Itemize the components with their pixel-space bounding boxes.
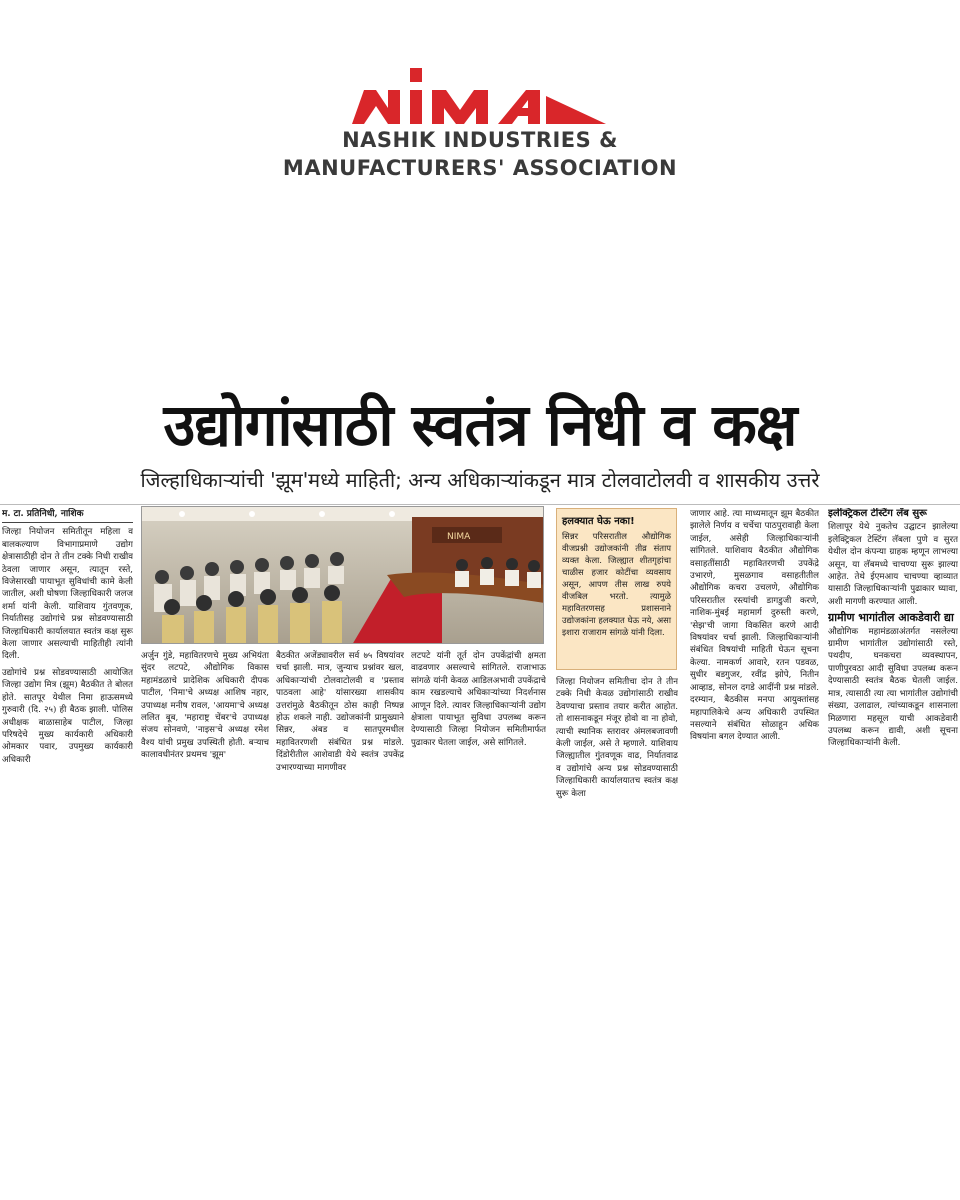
article-column-3 (276, 650, 404, 830)
org-name-line-2: MANUFACTURERS' ASSOCIATION (282, 156, 678, 180)
box-title: हलक्यात घेऊ नका! (562, 516, 635, 527)
nima-logo-mark-icon (350, 62, 610, 126)
column-5-text: जिल्हा नियोजन समितीचा दोन ते तीन टक्के निधी केवळ उद्योगांसाठी राखीव ठेवण्याचा प्रस्ताव तयार करीत आहोत. तो शासनाकडून मंजूर होवो वा ना होवो, त्याची स्थानिक स्तरावर अंमलबजावणी केली जाईल, असे ते म्हणाले. याशिवाय जिल्ह्यातील गुंतवणूक वाढ, निर्यातवाढ व उद्योगांचे अन्य प्रश्न सोडवण्यासाठी जिल्हाधिकारी कार्यालयातच स्वतंत्र कक्ष सुरू केला (556, 677, 678, 799)
highlight-box (556, 508, 677, 670)
byline: म. टा. प्रतिनिधी, नाशिक (2, 508, 133, 523)
column-6-text: जाणार आहे. त्या माध्यमातून झूम बैठकीत झालेले निर्णय व चर्चेचा पाठपुरावाही केला जाईल, असेही जिल्हाधिकाऱ्यांनी सांगितले. याशिवाय बैठकीत औद्योगिक वसाहतींसाठी महावितरणची उपकेंद्रे उभारणे, मुसळगाव वसाहतीतील औद्योगिक कचरा उचलणे, औद्योगिक परिसरातील रस्त्यांची डागडुजी करणे, नाशिक-मुंबई महामार्ग दुरुस्ती करणे, 'सेझ'ची जागा विकसित करणे आदी विषयांवर चर्चा झाली. जिल्हाधिकाऱ्यांनी संबंधित विषयांची माहिती घेऊन सूचना केल्या. नामकर्ण आवारे, रतन पडवळ, सुधीर बडगुजर, रवींद्र झोपे, नितीन आव्हाड, सोनल दगडे आदींनी प्रश्न मांडले. दरम्यान, बैठकीस मनपा आयुक्तांसह महापालिकेचे अन्य अधिकारी उपस्थित नसल्याने संबंधित सोळाहून अधिक विषयांना बगल देण्यात आली. (690, 509, 819, 743)
org-name-line-1: NASHIK INDUSTRIES & (342, 128, 618, 152)
meeting-photo (141, 506, 544, 644)
side-story-1-text: शिलापूर येथे नुकतेच उद्घाटन झालेल्या इलेक्ट्रिकल टेस्टिंग लॅबला पुणे व सुरत येथील दोन कंपन्या ग्राहक म्हणून लाभल्या असून, या लॅबमध्ये चाचण्या सुरू झाल्या आहेत. तेथे ईएमआय चाचण्या व्हाव्यात यासाठी जिल्हाधिकाऱ्यांनी पुढाकार घ्यावा, अशी मागणी करण्यात आली. (828, 522, 958, 607)
column-1-bottom-text: उद्योगांचे प्रश्न सोडवण्यासाठी आयोजित जिल्हा उद्योग मित्र (झूम) बैठकीत ते बोलत होते. सातपूर येथील निमा हाऊसमध्ये गुरुवारी (दि. २५) ही बैठक झाली. पोलिस अधीक्षक बाळासाहेब पाटील, जिल्हा परिषदेचे मुख्य कार्यकारी अधिकारी ओमकार पवार, उपमुख्य कार्यकारी अधिकारी (2, 667, 133, 765)
meeting-photo-image (142, 507, 544, 644)
article-column-6 (690, 508, 819, 830)
subheadline: जिल्हाधिकाऱ्यांची 'झूम'मध्ये माहिती; अन्य अधिकाऱ्यांकडून मात्र टोलवाटोलवी व शासकीय उत्तरे (140, 468, 820, 492)
column-4-text: लटपटे यांनी तूर्त दोन उपकेंद्रांची क्षमता वाढवणार असल्याचे सांगितले. राजाभाऊ सांगळे यांनी केवळ आडिलअभावी उपकेंद्राचे काम रखडल्याचे अधिकाऱ्यांच्या निदर्शनास आणून दिले. त्यावर जिल्हाधिकाऱ्यांनी उद्योग क्षेत्राला पायाभूत सुविधा उपलब्ध करून देण्यासाठी जिल्हा नियोजन समितीमार्फत पुढाकार घेतला जाईल, असे सांगितले. (411, 651, 546, 748)
article-column-1-top (2, 508, 133, 828)
headline: उद्योगांसाठी स्वतंत्र निधी व कक्ष (163, 391, 797, 459)
side-story-2-text: औद्योगिक महामंडळाअंतर्गत नसलेल्या ग्रामीण भागांतील उद्योगांसाठी रस्ते, पथदीप, घनकचरा व्यवस्थापन, पाणीपुरवठा आदी सुविधा उपलब्ध करून देण्यासाठी स्वतंत्र बैठक घेतली जाईल. मात्र, त्यासाठी त्या त्या भागांतील उद्योगांची संख्या, उलाढाल, त्यांच्याकडून शासनाला मिळणारा महसूल याची आकडेवारी उपलब्ध करून द्यावी, अशी सूचना जिल्हाधिकाऱ्यांनी केली. (828, 626, 958, 749)
column-3-text: बैठकीत अजेंड्यावरील सर्व ७५ विषयांवर चर्चा झाली. मात्र, जुन्याच प्रश्नांवर खल, अधिकाऱ्यांची टोलवाटोलवी व 'प्रस्ताव पाठवला आहे' यांसारख्या शासकीय उत्तरांमुळे बैठकीतून ठोस काही निष्पन्न होऊ शकले नाही. उद्योजकांनी प्रामुख्याने सिन्नर, अंबड व सातपूरमधील महावितरणशी संबंधित प्रश्न मांडले. दिंडोरीतील आशेवाडी येथे स्वतंत्र उपकेंद्र उभारण्याच्या मागणीवर (276, 651, 404, 773)
article-column-2 (141, 650, 269, 830)
column-1-top-text: जिल्हा नियोजन समितीतून महिला व बालकल्याण विभागाप्रमाणे उद्योग क्षेत्रासाठीही दोन ते तीन टक्के निधी राखीव ठेवला जाणार असून, त्यातून रस्ते, विजेसारखी पायाभूत सुविधांची कामे केली जातील, अशी घोषणा जिल्हाधिकारी जलज शर्मा यांनी केली. याशिवाय गुंतवणूक, निर्यातीसह उद्योगांचे प्रश्न सोडवण्यासाठी जिल्हाधिकारी कार्यालयात स्वतंत्र कक्ष सुरू केला जाणार असल्याची माहितीही त्यांनी दिली. (2, 527, 133, 662)
column-2-text: अर्जुन गुंडे, महावितरणचे मुख्य अभियंता सुंदर लटपटे, औद्योगिक विकास महामंडळाचे प्रादेशिक अधिकारी दीपक पाटील, 'निमा'चे अध्यक्ष आशिष नहार, उपाध्यक्ष मनीष रावल, 'आयमा'चे अध्यक्ष ललित बूब, 'महाराष्ट्र चेंबर'चे उपाध्यक्ष संजय सोनवणे, 'नाइस'चे अध्यक्ष रमेश वैश्य यांची प्रमुख उपस्थिती होती. बऱ्याच कालावधीनंतर प्रथमच 'झूम' (141, 651, 269, 761)
newspaper-clipping (0, 388, 960, 838)
article-column-4 (411, 650, 546, 830)
paragraph-gap (2, 663, 133, 667)
side-story-2-title: ग्रामीण भागांतील आकडेवारी द्या (828, 611, 954, 625)
divider (0, 504, 960, 505)
photo-banner-text: NIMA (447, 532, 471, 542)
side-story-1-title: इलेक्ट्रिकल टेस्टिंग लॅब सुरू (828, 508, 927, 519)
article-column-7 (828, 508, 958, 830)
box-text: सिन्नर परिसरातील औद्योगिक वीजप्रश्नी उद्योजकांनी तीव्र संताप व्यक्त केला. जिल्ह्यात शीतगृहांचा चाळीस हजार कोटींचा व्यवसाय असून, आपण तीस लाख रुपये वीजबिल भरतो. त्यामुळे महावितरणसह प्रशासनाने उद्योजकांना हलक्यात घेऊ नये, असा इशारा राजाराम सांगळे यांनी दिला. (562, 531, 671, 637)
nima-logo (0, 62, 960, 182)
article-column-5 (556, 676, 678, 830)
